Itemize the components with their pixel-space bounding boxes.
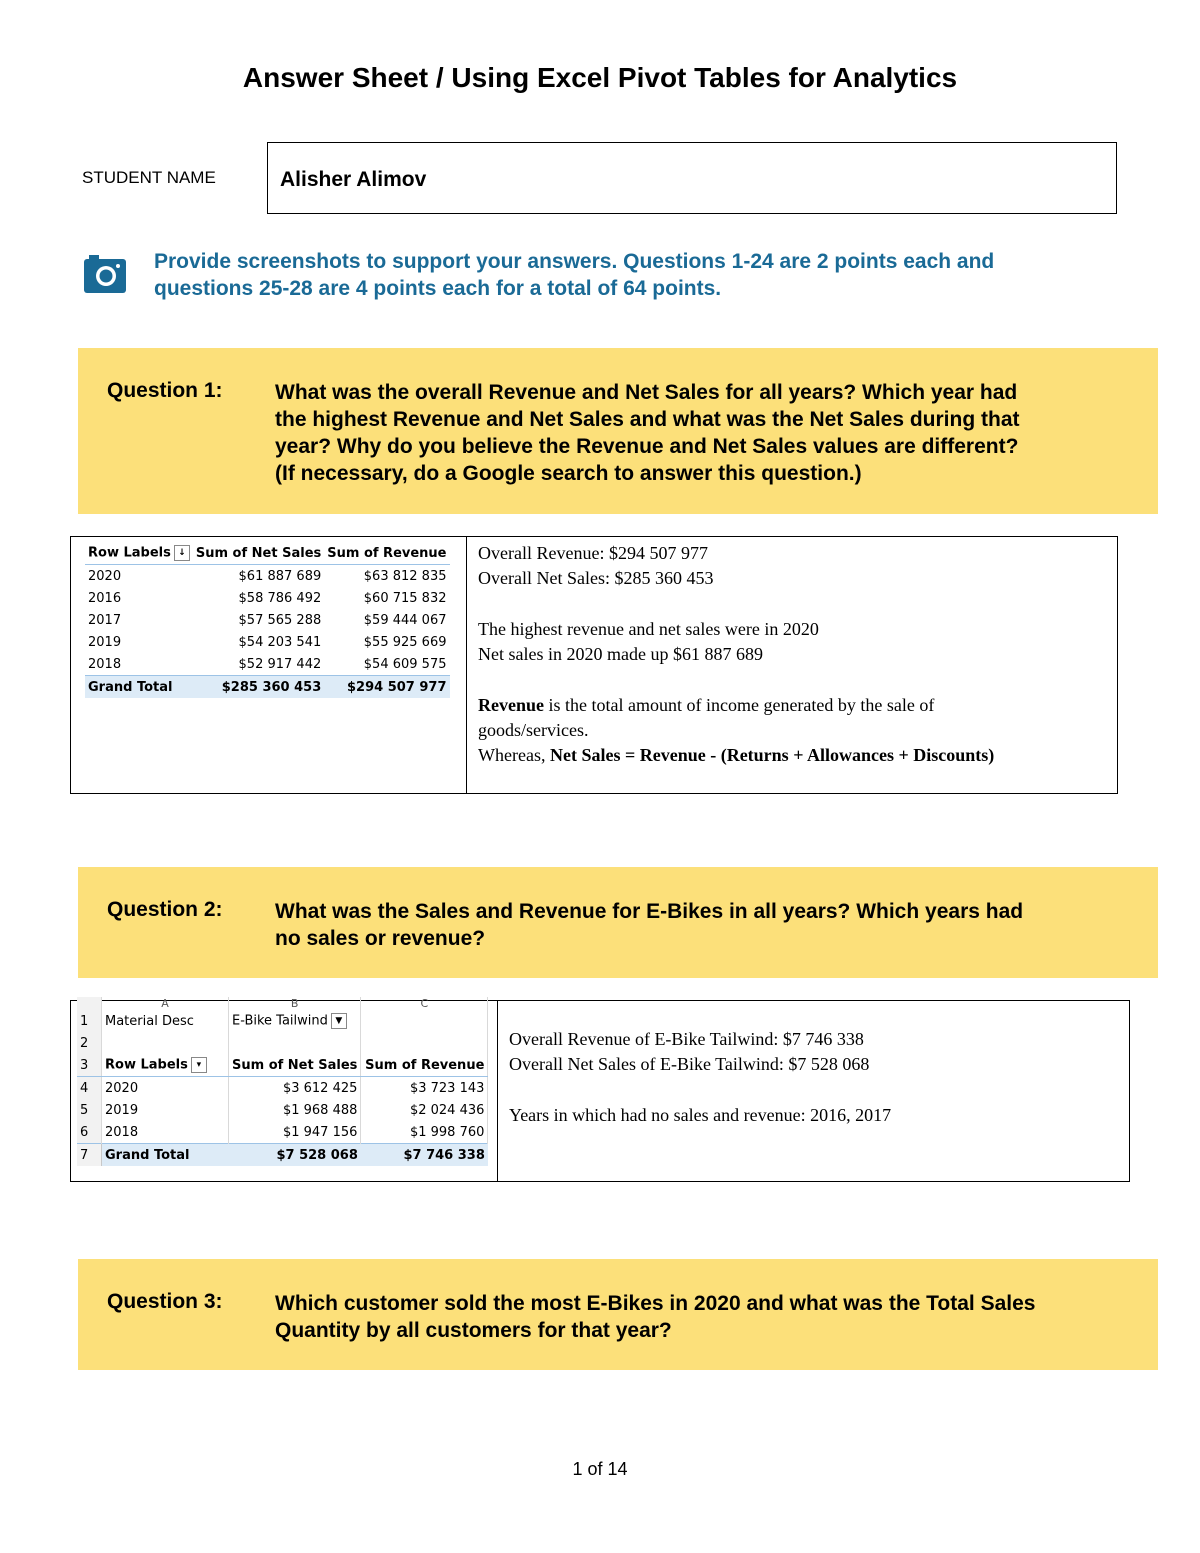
pivot-grand-total-row: Grand Total $285 360 453 $294 507 977 xyxy=(85,676,450,699)
question-2-box xyxy=(78,867,1158,978)
pivot-row: 2019 $54 203 541 $55 925 669 xyxy=(88,634,447,650)
pivot-header: Sum of Net Sales xyxy=(229,1054,361,1077)
answer-1-table xyxy=(70,536,1118,794)
sort-dropdown-icon[interactable]: ▾ xyxy=(191,1057,207,1073)
question-1-box xyxy=(78,348,1158,514)
question-text: What was the Sales and Revenue for E-Bikes in all years? Which years had no sales or revenue? xyxy=(275,900,1024,950)
answer-1-text: Overall Revenue: $294 507 977 Overall Net Sales: $285 360 453 The highest revenue and net sales were in 2020 Net sales in 2020 made up $61 887 689 Revenue is the total amount of income generated by the sale of goods/services. Whereas, Net Sales = Revenue - (Returns + Allowances + Discounts) xyxy=(478,543,995,765)
instructions-text: Provide screenshots to support your answers. Questions 1-24 are 2 points each and questions 25-28 are 4 points each for a total of 64 points. xyxy=(154,250,995,300)
filter-label: Material Desc xyxy=(102,1010,229,1032)
row-number: 2 xyxy=(77,1032,102,1054)
column-header[interactable]: B xyxy=(229,997,361,1010)
sort-dropdown-icon[interactable]: ↓ xyxy=(174,545,190,561)
pivot-row: 2017 $57 565 288 $59 444 067 xyxy=(88,612,447,628)
question-3-box xyxy=(78,1259,1158,1370)
pivot-row: 6 2018 $1 947 156 $1 998 760 xyxy=(77,1121,488,1144)
pivot-grand-total-row: 7 Grand Total $7 528 068 $7 746 338 xyxy=(77,1144,488,1167)
question-label: Question 3: xyxy=(107,1290,223,1313)
question-text: What was the overall Revenue and Net Sales for all years? Which year had the highest Revenue and Net Sales and what was the Net Sales during that year? Why do you believe the Revenue and Net Sales values are different? (If necessary, do a Google search to answer this question.) xyxy=(275,381,1020,485)
answer-2-table xyxy=(70,997,1130,1182)
pivot-row: 2016 $58 786 492 $60 715 832 xyxy=(88,590,447,606)
pivot-row: 2018 $52 917 442 $54 609 575 xyxy=(88,656,447,672)
filter-icon[interactable]: ▼ xyxy=(331,1013,347,1029)
column-header[interactable]: C xyxy=(361,997,488,1010)
pivot-header: Sum of Revenue xyxy=(324,542,449,565)
pivot-row: 4 2020 $3 612 425 $3 723 143 xyxy=(77,1077,488,1100)
column-header[interactable]: A xyxy=(102,997,229,1010)
pivot-header: Row Labels ▾ xyxy=(102,1054,229,1077)
question-label: Question 2: xyxy=(107,898,223,921)
question-text: Which customer sold the most E-Bikes in 2020 and what was the Total Sales Quantity by all customers for that year? xyxy=(275,1292,1036,1342)
row-number: 3 xyxy=(77,1054,102,1077)
pivot-row: 5 2019 $1 968 488 $2 024 436 xyxy=(77,1099,488,1121)
pivot-header: Sum of Net Sales xyxy=(193,542,324,565)
pivot-row: 2020 $61 887 689 $63 812 835 xyxy=(88,568,447,584)
answer-2-text: Overall Revenue of E-Bike Tailwind: $7 746 338 Overall Net Sales of E-Bike Tailwind: $7 528 068 Years in which had no sales and revenue: 2016, 2017 xyxy=(509,1029,892,1125)
row-number: 1 xyxy=(77,1010,102,1032)
pivot-header: Sum of Revenue xyxy=(361,1054,488,1077)
page-number: 1 of 14 xyxy=(572,1459,628,1479)
question-label: Question 1: xyxy=(107,379,223,402)
pivot-header: Row Labels ↓ xyxy=(85,542,193,565)
student-name-field[interactable] xyxy=(267,142,1117,214)
pivot-table-1 xyxy=(85,542,450,698)
filter-dropdown[interactable]: E-Bike Tailwind ▼ xyxy=(229,1010,361,1032)
camera-icon xyxy=(84,255,126,293)
student-name-label: STUDENT NAME xyxy=(82,168,216,187)
page-title: Answer Sheet / Using Excel Pivot Tables for Analytics xyxy=(242,62,958,93)
pivot-table-2 xyxy=(77,997,488,1166)
student-name-value: Alisher Alimov xyxy=(280,168,427,191)
